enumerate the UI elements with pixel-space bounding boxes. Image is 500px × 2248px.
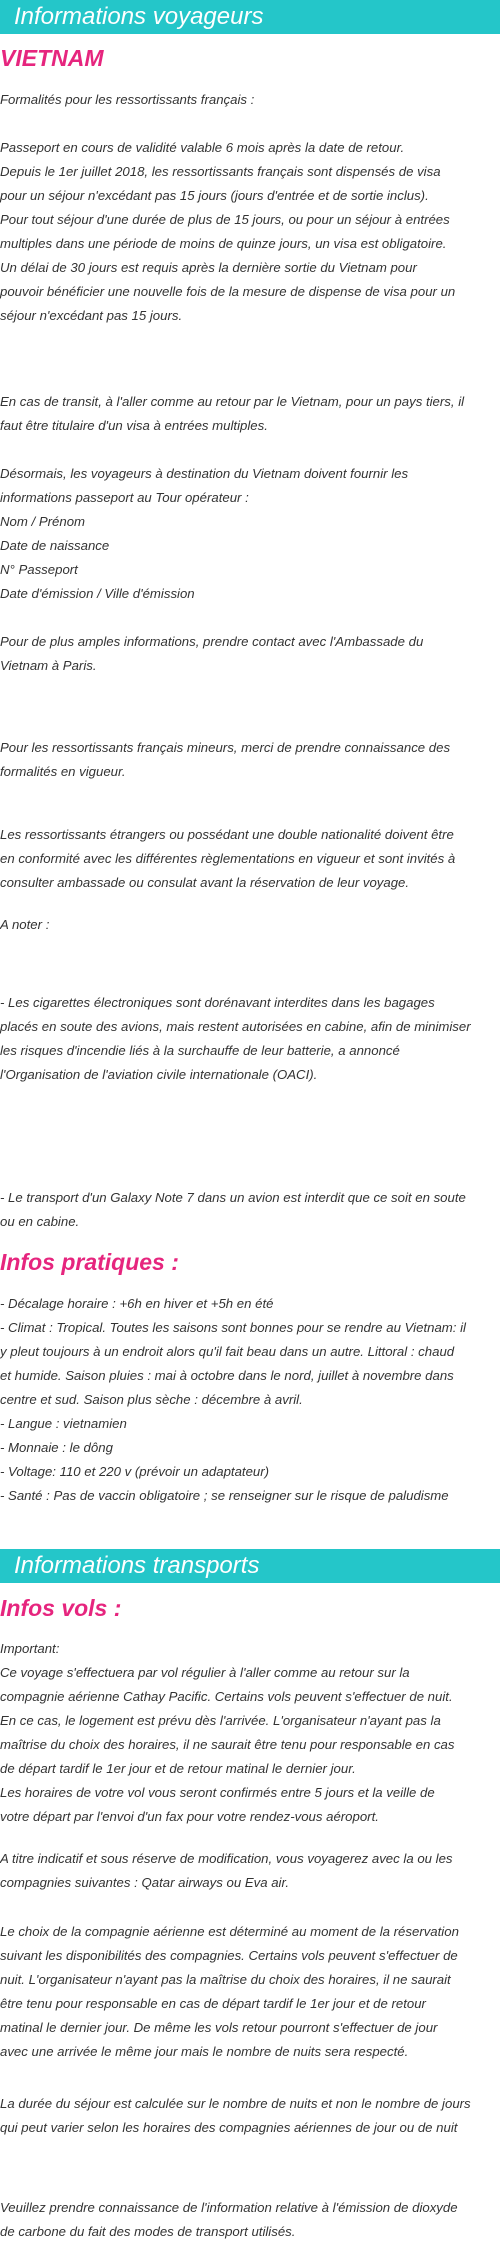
country-heading: VIETNAM <box>0 45 104 71</box>
infos-pratiques-list: - Décalage horaire : +6h en hiver et +5h en été - Climat : Tropical. Toutes les saisons sont bonnes pour se rendre au Vietnam: il y pleut toujours à un endroit alors qu'il fait beau dans un autre. Littoral : chaud et humide. Saison pluies : mai à octobre dans le nord, juillet à novembre dans centre et sud. Saison plus sèche : décembre à avril. - Langue : vietnamien - Monnaie : le dông - Voltage: 110 et 220 v (prévoir un adaptateur) - Santé : Pas de vaccin obligatoire ; se renseigner sur le risque de paludisme <box>0 1296 466 1503</box>
ambassade-paragraph: Pour de plus amples informations, prendre contact avec l'Ambassade du Vietnam à Paris. <box>0 634 424 673</box>
banner-informations-transports: Informations transports <box>0 1549 500 1583</box>
formalites-intro: Formalités pour les ressortissants français : <box>0 92 255 107</box>
etrangers-paragraph: Les ressortissants étrangers ou possédant une double nationalité doivent être en conformité avec les différentes règlementations en vigueur et sont invités à consulter ambassade ou consulat avant la réservation de leur voyage. <box>0 827 456 890</box>
infos-passeport-paragraph: Désormais, les voyageurs à destination du Vietnam doivent fournir les informations passeport au Tour opérateur : Nom / Prénom Date de naissance N° Passeport Date d'émission / Ville d'émission <box>0 466 409 601</box>
passeport-paragraph: Passeport en cours de validité valable 6 mois après la date de retour. Depuis le 1er juillet 2018, les ressortissants français sont dispensés de visa pour un séjour n'excédant pas 15 jours (jours d'entrée et de sortie inclus). Pour tout séjour d'une durée de plus de 15 jours, ou pour un séjour à entrées multiples dans une période de moins de quinze jours, un visa est obligatoire. Un délai de 30 jours est requis après la dernière sortie du Vietnam pour pouvoir bénéficier une nouvelle fois de la mesure de dispense de visa pour un séjour n'excédant pas 15 jours. <box>0 140 456 323</box>
duree-sejour-paragraph: La durée du séjour est calculée sur le nombre de nuits et non le nombre de jours qui peut varier selon les horaires des compagnies aériennes de jour ou de nuit <box>0 2096 471 2135</box>
mineurs-paragraph: Pour les ressortissants français mineurs, merci de prendre connaissance des formalités en vigueur. <box>0 740 451 779</box>
co2-paragraph: Veuillez prendre connaissance de l'information relative à l'émission de dioxyde de carbone du fait des modes de transport utilisés. <box>0 2200 458 2239</box>
infos-pratiques-heading: Infos pratiques : <box>0 1249 179 1275</box>
cigarettes-paragraph: - Les cigarettes électroniques sont dorénavant interdites dans les bagages placés en soute des avions, mais restent autorisées en cabine, afin de minimiser les risques d'incendie liés à la surchauffe de leur batterie, a annoncé l'Organisation de l'aviation civile internationale (OACI). <box>0 995 471 1082</box>
banner-informations-voyageurs: Informations voyageurs <box>0 0 500 34</box>
infos-vols-heading: Infos vols : <box>0 1595 122 1621</box>
compagnies-paragraph: A titre indicatif et sous réserve de modification, vous voyagerez avec la ou les compagnies suivantes : Qatar airways ou Eva air. <box>0 1851 453 1890</box>
important-paragraph: Important: Ce voyage s'effectuera par vol régulier à l'aller comme au retour sur la compagnie aérienne Cathay Pacific. Certains vols peuvent s'effectuer de nuit. En ce cas, le logement est prévu dès l'arrivée. L'organisateur n'ayant pas la maîtrise du choix des horaires, il ne saurait être tenu pour responsable en cas de départ tardif le 1er jour et de retour matinal le dernier jour. Les horaires de votre vol vous seront confirmés entre 5 jours et la veille de votre départ par l'envoi d'un fax pour votre rendez-vous aéroport. <box>0 1641 455 1824</box>
choix-compagnie-paragraph: Le choix de la compagnie aérienne est déterminé au moment de la réservation suivant les disponibilités des compagnies. Certains vols peuvent s'effectuer de nuit. L'organisateur n'ayant pas la maîtrise du choix des horaires, il ne saurait être tenu pour responsable en cas de départ tardif le 1er jour et de retour matinal le dernier jour. De même les vols retour pourront s'effectuer de jour avec une arrivée le même jour mais le nombre de nuits sera respecté. <box>0 1924 459 2059</box>
transit-paragraph: En cas de transit, à l'aller comme au retour par le Vietnam, pour un pays tiers, il faut être titulaire d'un visa à entrées multiples. <box>0 394 465 433</box>
a-noter-label: A noter : <box>0 917 50 932</box>
galaxy-paragraph: - Le transport d'un Galaxy Note 7 dans un avion est interdit que ce soit en soute ou en cabine. <box>0 1190 466 1229</box>
